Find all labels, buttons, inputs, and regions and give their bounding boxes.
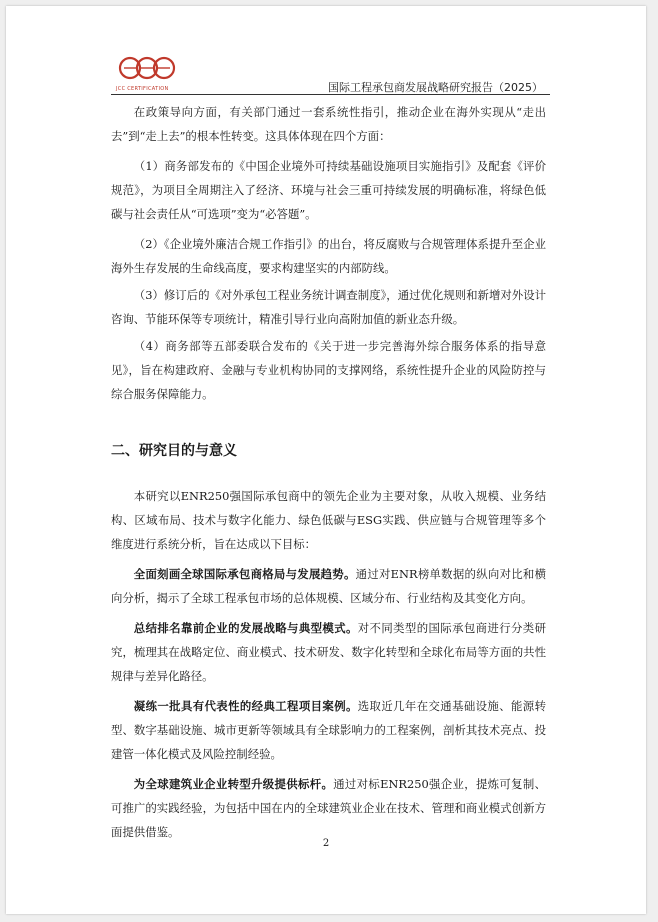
goal-text: 通过对ENR榜单数据的纵向对比和横向分析，揭示了全球工程承包市场的总体规模、区域分布、行业结构及其变化方向。: [111, 567, 546, 605]
jcc-certification-logo: [116, 52, 178, 90]
goal-text: 选取近几年在交通基础设施、能源转型、数字基础设施、城市更新等领域具有全球影响力的工程案例，剖析其技术亮点、投建管一体化模式及风险控制经验。: [111, 699, 546, 761]
goal-text: 通过对标ENR250强企业，提炼可复制、可推广的实践经验，为包括中国在内的全球建筑业企业在技术、管理和商业模式创新方面提供借鉴。: [111, 777, 546, 839]
document-body: [111, 100, 546, 844]
goal-lead: 总结排名靠前企业的发展战略与典型模式。: [133, 621, 358, 635]
goal-lead: 凝练一批具有代表性的经典工程项目案例。: [133, 699, 358, 713]
list-item: （2）《企业境外廉洁合规工作指引》的出台，将反腐败与合规管理体系提升至企业海外生存发展的生命线高度，要求构建坚实的内部防线。: [111, 237, 546, 275]
goal-item: [111, 616, 546, 688]
list-item: （3）修订后的《对外承包工程业务统计调查制度》，通过优化规则和新增对外设计咨询、节能环保等专项统计，精准引导行业向高附加值的新业态升级。: [111, 288, 546, 326]
goal-item: [111, 562, 546, 610]
document-page: [6, 6, 646, 914]
paragraph: 本研究以ENR250强国际承包商中的领先企业为主要对象，从收入规模、业务结构、区域布局、技术与数字化能力、绿色低碳与ESG实践、供应链与合规管理等多个维度进行系统分析，旨在达成以下目标：: [111, 489, 546, 551]
logo-caption: JCC CERTIFICATION: [116, 86, 169, 92]
list-item: （4）商务部等五部委联合发布的《关于进一步完善海外综合服务体系的指导意见》，旨在构建政府、金融与专业机构协同的支撑网络，系统性提升企业的风险防控与综合服务保障能力。: [111, 339, 546, 401]
goal-lead: 全面刻画全球国际承包商格局与发展趋势。: [133, 567, 356, 581]
goal-item: [111, 694, 546, 766]
page-number: 2: [322, 838, 330, 849]
report-title: 国际工程承包商发展战略研究报告（2025）: [328, 81, 543, 94]
section-heading: 二、研究目的与意义: [111, 443, 237, 459]
list-item: （1）商务部发布的《中国企业境外可持续基础设施项目实施指引》及配套《评价规范》，为项目全周期注入了经济、环境与社会三重可持续发展的明确标准，将绿色低碳与社会责任从“可选项”变为“必答题”。: [111, 159, 546, 221]
goal-item: [111, 772, 546, 844]
paragraph: 在政策导向方面，有关部门通过一套系统性指引，推动企业在海外实现从“走出去”到“走上去”的根本性转变。这具体体现在四个方面：: [111, 105, 546, 143]
header-divider: [111, 94, 550, 95]
goal-lead: 为全球建筑业企业转型升级提供标杆。: [133, 777, 334, 791]
goal-text: 对不同类型的国际承包商进行分类研究，梳理其在战略定位、商业模式、技术研发、数字化转型和全球化布局等方面的共性规律与差异化路径。: [111, 621, 546, 683]
